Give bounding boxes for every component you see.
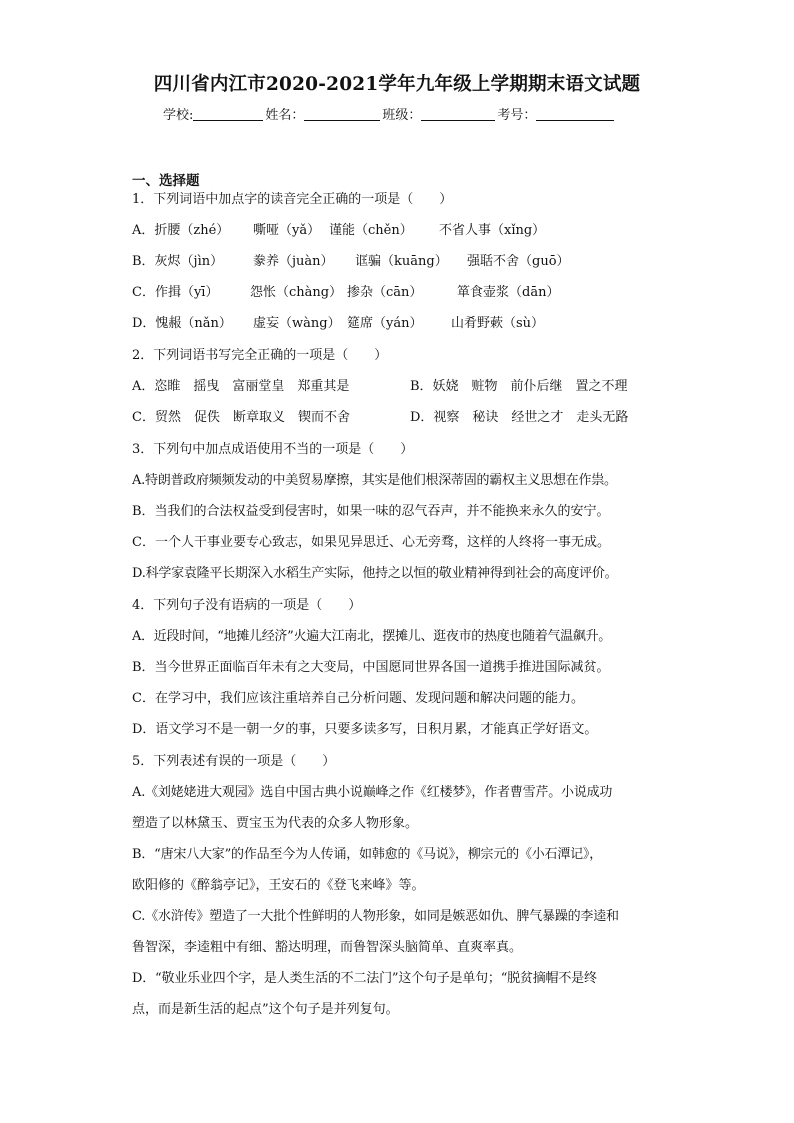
q1-option-d (132, 316, 652, 332)
q5-option-b-line-2: 欧阳修的《醉翁亭记》，王安石的《登飞来峰》等。 (132, 878, 425, 893)
q5-option-d-line-2: 点，而是新生活的起点”这个句子是并列复句。 (132, 1002, 399, 1017)
q2-stem: 2．下列词语书写完全正确的一项是（ ） (132, 348, 388, 363)
q1-d-word-1: D．愧赧（nǎn） (132, 316, 232, 331)
name-blank (304, 107, 380, 121)
q1-a-word-1: A．折腰（zhé） (132, 223, 230, 238)
q1-d-word-4: 山肴野蔌（sù） (451, 316, 545, 331)
q1-a-word-3: 谨能（chěn） (329, 223, 413, 238)
q1-d-word-2: 虚妄（wàng） (253, 316, 341, 331)
q4-stem: 4．下列句子没有语病的一项是（ ） (132, 598, 362, 613)
q1-option-b (132, 254, 652, 270)
q2-row-1 (132, 379, 652, 395)
q2-option-c: C．贸然 促佚 断章取义 锲而不舍 (132, 410, 350, 425)
class-blank (421, 107, 495, 121)
q1-stem: 1．下列词语中加点字的读音完全正确的一项是（ ） (132, 192, 453, 207)
q2-row-2 (132, 410, 652, 426)
q5-option-c-line-1: C.《水浒传》塑造了一大批个性鲜明的人物形象，如同是嫉恶如仇、脾气暴躁的李逵和 (132, 909, 619, 924)
q2-option-a: A．恣睢 摇曳 富丽堂皇 郑重其是 (132, 379, 350, 394)
q1-option-a (132, 223, 652, 239)
q3-option-b: B．当我们的合法权益受到侵害时，如果一味的忍气吞声，并不能换来永久的安宁。 (132, 504, 610, 519)
q1-d-word-3: 筵席（yán） (347, 316, 423, 331)
school-label: 学校: (163, 108, 194, 123)
q5-option-b-line-1: B．“唐宋八大家”的作品至今为人传诵，如韩愈的《马说》，柳宗元的《小石潭记》， (132, 847, 603, 862)
q1-a-word-4: 不省人事（xǐng） (439, 223, 546, 238)
q1-b-word-2: 豢养（juàn） (253, 254, 334, 269)
q4-option-b: B．当今世界正面临百年未有之大变局，中国愿同世界各国一道携手推进国际减贫。 (132, 660, 610, 675)
class-label: 班级： (382, 108, 422, 123)
q2-option-b: B．妖娆 赃物 前仆后继 置之不理 (410, 379, 628, 394)
q3-stem: 3．下列句中加点成语使用不当的一项是（ ） (132, 442, 414, 457)
school-blank (193, 107, 263, 121)
q3-option-c: C．一个人干事业要专心致志，如果见异思迁、心无旁骛，这样的人终将一事无成。 (132, 535, 610, 550)
name-label: 姓名： (265, 108, 305, 123)
exam-no-blank (536, 107, 614, 121)
q3-option-a: A.特朗普政府频频发动的中美贸易摩擦，其实是他们根深蒂固的霸权主义思想在作祟。 (132, 473, 617, 488)
q4-option-a: A．近段时间，“地摊儿经济”火遍大江南北，摆摊儿、逛夜市的热度也随着气温飙升。 (132, 629, 611, 644)
q2-option-d: D．视察 秘诀 经世之才 走头无路 (410, 410, 629, 425)
q5-option-a-line-2: 塑造了以林黛玉、贾宝玉为代表的众多人物形象。 (132, 816, 419, 831)
q1-b-word-4: 强聒不舍（guō） (467, 254, 570, 269)
q1-c-word-4: 箪食壶浆（dān） (457, 285, 560, 300)
q1-a-word-2: 嘶哑（yǎ） (253, 223, 321, 238)
q1-c-word-1: C．作揖（yī） (132, 285, 219, 300)
q5-option-c-line-2: 鲁智深，李逵粗中有细、豁达明理，而鲁智深头脑简单、直爽率真。 (132, 940, 523, 955)
section-heading: 一、选择题 (132, 173, 200, 189)
q1-c-word-2: 怨怅（chàng） (250, 285, 343, 300)
q1-b-word-3: 诓骗（kuāng） (355, 254, 448, 269)
q5-option-a-line-1: A.《刘姥姥进大观园》选自中国古典小说巅峰之作《红楼梦》，作者曹雪芹。小说成功 (132, 785, 613, 800)
exam-no-label: 考号： (497, 108, 537, 123)
q4-option-d: D．语文学习不是一朝一夕的事，只要多读多写，日积月累，才能真正学好语文。 (132, 722, 598, 737)
q3-option-d: D.科学家袁隆平长期深入水稻生产实际，他持之以恒的敬业精神得到社会的高度评价。 (132, 566, 618, 581)
q1-option-c (132, 285, 652, 301)
q5-stem: 5．下列表述有误的一项是（ ） (132, 754, 336, 769)
q5-option-d-line-1: D．“敬业乐业四个字，是人类生活的不二法门”这个句子是单句；“脱贫摘帽不是终 (132, 971, 597, 986)
q4-option-c: C．在学习中，我们应该注重培养自己分析问题、发现问题和解决问题的能力。 (132, 691, 584, 706)
q1-b-word-1: B．灰烬（jìn） (132, 254, 224, 269)
student-info-row (163, 104, 616, 123)
q1-c-word-3: 掺杂（cān） (347, 285, 423, 300)
exam-title: 四川省内江市2020-2021学年九年级上学期期末语文试题 (153, 74, 641, 95)
